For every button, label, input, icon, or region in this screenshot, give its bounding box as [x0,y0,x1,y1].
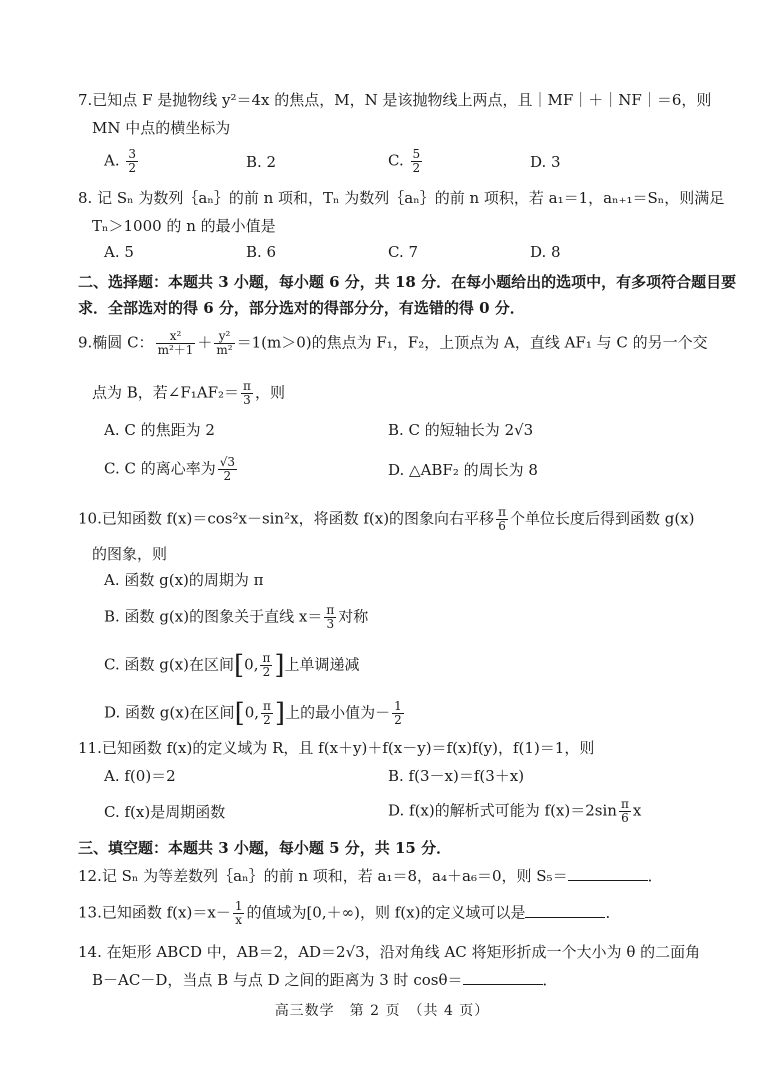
q8-stem-line2: Tₙ＞1000 的 n 的最小值是 [92,217,276,235]
q10-option-c [104,652,360,679]
q10-shift-den: 6 [498,519,506,533]
q11-d-den: 6 [621,811,629,825]
q9-fraction-x [156,330,196,357]
q14-stem-line1: 14. 在矩形 ABCD 中，AB＝2，AD＝2√3，沿对角线 AC 将矩形折成一个大小为 θ 的二面角 [78,943,701,961]
q10-option-c-pre: C. 函数 g(x)在区间 [104,655,235,674]
q10-b-num: π [326,603,335,617]
q10-c-den: 2 [262,665,271,679]
q10-option-c-fraction [260,652,272,679]
q11-option-d-fraction [619,798,631,825]
q10-c-bracket-right: ] [274,650,285,681]
q9-f2-den: m² [216,343,233,357]
q9-f2-num: y² [214,330,234,344]
q10-d-bracket-right: ] [274,698,286,729]
q7-option-d: D. 3 [530,153,561,171]
q8-option-d: D. 8 [530,243,561,261]
q10-shift-num: π [498,505,506,519]
q14-answer-blank[interactable] [463,970,543,985]
q7-option-a-label: A. [104,151,120,170]
q13-end: ． [605,903,621,922]
q9-option-c-pre: C. C 的离心率为 [104,459,216,478]
section2-heading-line2: 求．全部选对的得 6 分，部分选对的得部分分，有选错的得 0 分． [78,299,525,317]
q9-option-d: D. △ABF₂ 的周长为 8 [388,461,538,479]
q9-c-den: 2 [223,469,232,483]
q10-d-bracket-left: [ [234,698,245,729]
q8-stem-line1: 8. 记 Sₙ 为数列｛aₙ｝的前 n 项和，Tₙ 为数列｛aₙ｝的前 n 项积，若 a₁＝1，aₙ₊₁＝Sₙ，则满足 [78,189,725,207]
q10-option-d-min-fraction [392,700,404,727]
q9-angle-fraction [241,380,253,407]
q9-f1-den: m²＋1 [157,343,194,357]
q13-pre: 13.已知函数 f(x)＝x－ [78,903,231,922]
q12-stem [78,866,663,886]
q7-a-num: 3 [128,147,137,161]
q7-option-a [104,148,140,175]
q10-option-c-post: 上单调递减 [284,655,360,674]
q10-option-d-fraction [261,700,273,727]
q9-stem-line2 [92,380,285,407]
q9-c-num: √3 [219,455,236,469]
q10-option-b-fraction [324,604,336,631]
q10-stem-line2: 的图象，则 [92,545,168,563]
q10-c-interval-left: 0, [244,655,259,674]
q7-option-c [388,148,424,175]
q9-angle-num: π [243,379,251,393]
q7-option-c-fraction [411,148,423,175]
q10-shift-fraction [496,506,508,533]
q9-option-a: A. C 的焦距为 2 [104,421,215,439]
q9-line2-post: ，则 [254,383,285,402]
q10-option-d-post: 上的最小值为－ [285,703,391,722]
q9-post: ＝1(m＞0)的焦点为 F₁，F₂，上顶点为 A，直线 AF₁ 与 C 的另一个交 [236,333,708,352]
q11-option-a: A. f(0)＝2 [104,767,176,785]
q10-stem-post: 个单位长度后得到函数 g(x) [509,509,695,528]
q7-option-c-label: C. [388,151,404,170]
q7-stem-line2: MN 中点的横坐标为 [92,119,231,137]
q10-stem-line1 [78,506,695,533]
q11-stem: 11.已知函数 f(x)的定义域为 R，且 f(x＋y)＋f(x－y)＝f(x)f(y)，f(1)＝1，则 [78,739,595,757]
q11-option-d-pre: D. f(x)的解析式可能为 f(x)＝2sin [388,801,617,820]
q10-d-num: π [263,699,271,713]
q13-stem [78,900,620,927]
q10-option-b-pre: B. 函数 g(x)的图象关于直线 x＝ [104,607,323,626]
q13-fraction [233,900,245,927]
q11-d-num: π [620,797,629,811]
q11-option-d-post: x [632,801,642,820]
q13-post: 的值域为[0,＋∞)，则 f(x)的定义域可以是 [246,903,526,922]
q10-option-d [104,700,406,727]
q9-option-c-fraction [218,456,237,483]
q14-line2-text: B－AC－D，当点 B 与点 D 之间的距离为 3 时 cosθ＝ [92,971,463,989]
q9-pre: 9.椭圆 C： [78,333,154,352]
q9-fraction-y [214,330,234,357]
q10-option-b [104,604,368,631]
q10-option-b-post: 对称 [338,607,369,626]
q7-option-a-fraction [126,148,138,175]
q14-stem-line2 [92,970,558,990]
q13-den: x [235,913,243,927]
q7-a-den: 2 [128,161,137,175]
q10-c-bracket-left: [ [234,650,245,681]
q9-f1-num: x² [156,330,196,344]
page-footer: 高三数学 第 2 页 （共 4 页） [274,1003,490,1019]
q10-stem-pre: 10.已知函数 f(x)＝cos²x－sin²x，将函数 f(x)的图象向右平移 [78,509,495,528]
q13-num: 1 [234,899,243,913]
q9-option-b: B. C 的短轴长为 2√3 [388,421,534,439]
q11-option-b: B. f(3－x)＝f(3＋x) [388,767,525,785]
q8-option-a: A. 5 [104,243,134,261]
q10-b-den: 3 [326,617,335,631]
q12-end: ． [647,867,663,885]
q13-answer-blank[interactable] [525,903,605,918]
q12-stem-text: 12.记 Sₙ 为等差数列｛aₙ｝的前 n 项和，若 a₁＝8，a₄＋a₆＝0，则 S₅＝ [78,867,568,885]
q12-answer-blank[interactable] [568,866,648,881]
q11-option-c: C. f(x)是周期函数 [104,803,226,821]
q9-stem-line1 [78,330,708,357]
section3-heading: 三、填空题：本题共 3 小题，每小题 5 分，共 15 分． [78,839,452,857]
q10-d-min-den: 2 [394,713,402,727]
section2-heading-line1: 二、选择题：本题共 3 小题，每小题 6 分，共 18 分．在每小题给出的选项中，有多项符合题目要 [78,273,737,291]
q9-option-c [104,456,239,483]
q9-plus: ＋ [197,333,213,352]
q7-stem-line1: 7.已知点 F 是抛物线 y²＝4x 的焦点，M，N 是该抛物线上两点，且｜MF｜＋｜NF｜＝6，则 [78,91,712,109]
q10-option-d-pre: D. 函数 g(x)在区间 [104,703,235,722]
q10-option-a: A. 函数 g(x)的周期为 π [104,571,264,589]
q11-option-d [388,798,641,825]
q9-line2-pre: 点为 B，若∠F₁AF₂＝ [92,383,240,402]
q10-d-den: 2 [263,713,271,727]
q10-d-interval-left: 0, [244,703,260,722]
q9-angle-den: 3 [243,393,251,407]
q8-option-c: C. 7 [388,243,419,261]
q7-c-num: 5 [412,147,421,161]
q8-option-b: B. 6 [246,243,277,261]
q14-end: ． [542,971,558,989]
q10-d-min-num: 1 [394,699,402,713]
q7-c-den: 2 [412,161,421,175]
q10-c-num: π [262,651,271,665]
q7-option-b: B. 2 [246,153,277,171]
